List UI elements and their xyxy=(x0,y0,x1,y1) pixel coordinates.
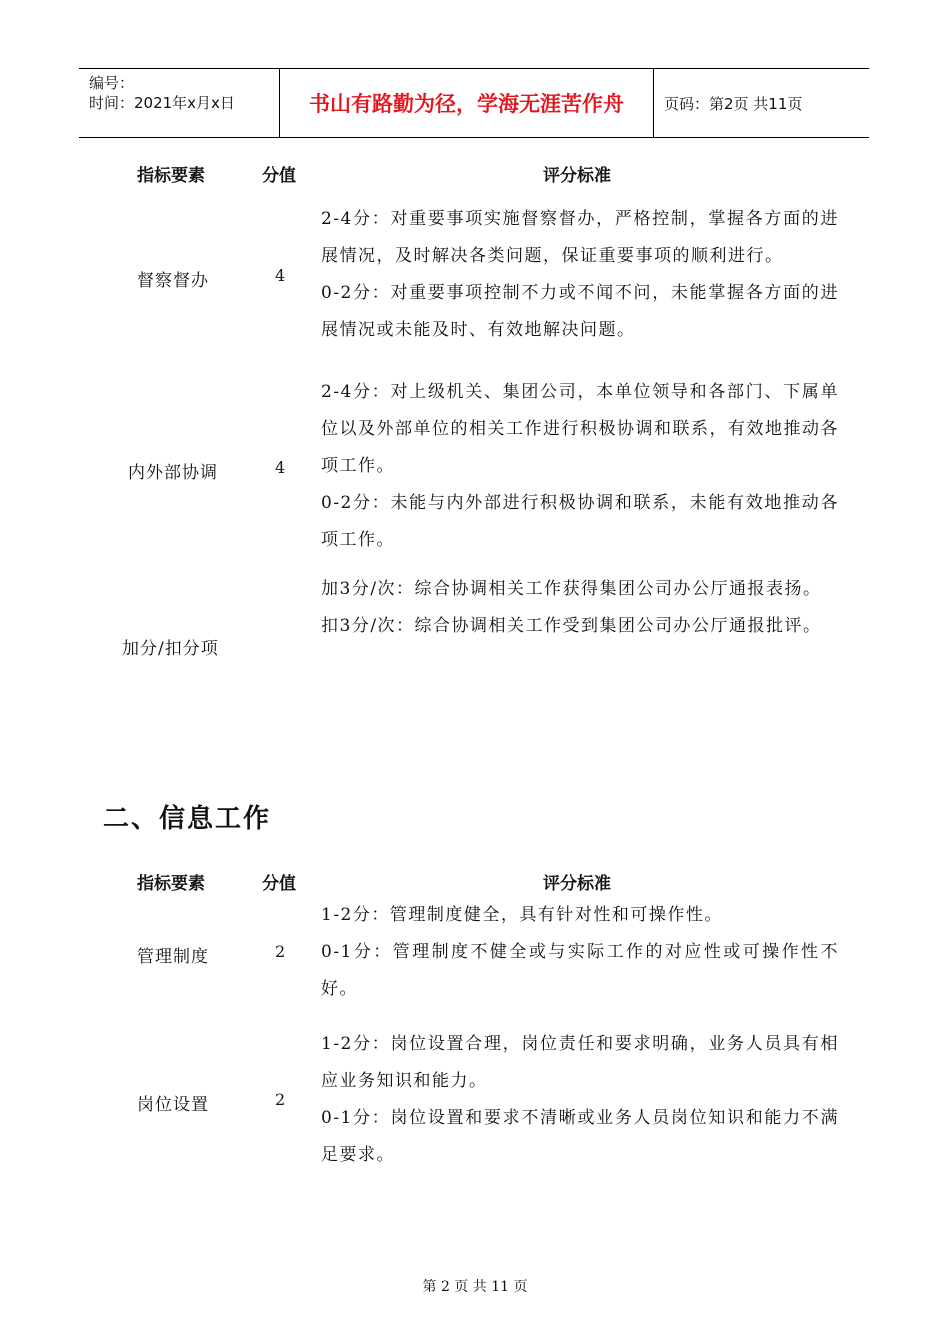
time-label: 时间：2021年x月x日 xyxy=(89,94,235,112)
table1-row2-name: 内外部协调 xyxy=(128,463,218,483)
criteria-line: 1-2分：岗位设置合理，岗位责任和要求明确，业务人员具有相应业务知识和能力。 xyxy=(321,1034,839,1091)
criteria-line: 0-2分：未能与内外部进行积极协调和联系，未能有效地推动各项工作。 xyxy=(321,493,839,550)
criteria-line: 0-1分：管理制度不健全或与实际工作的对应性或可操作性不好。 xyxy=(321,942,839,999)
header-motto: 书山有路勤为径，学海无涯苦作舟 xyxy=(280,69,654,137)
table1-col-score: 分值 xyxy=(262,166,296,186)
criteria-line: 加3分/次：综合协调相关工作获得集团公司办公厅通报表扬。 xyxy=(321,579,822,599)
table2-col-score: 分值 xyxy=(262,874,296,894)
table2-row1-criteria xyxy=(321,897,839,1008)
table1-col-name: 指标要素 xyxy=(137,166,205,186)
page-footer: 第 2 页 共 11 页 xyxy=(422,1279,528,1295)
table2-col-name: 指标要素 xyxy=(137,874,205,894)
table1-row3-criteria xyxy=(321,571,839,645)
header-page-info: 页码：第2页 共11页 xyxy=(664,94,803,113)
table2-col-criteria: 评分标准 xyxy=(543,874,611,894)
table2-row2-score: 2 xyxy=(275,1090,286,1109)
section-title: 二、信息工作 xyxy=(103,804,272,834)
table1-row2-criteria xyxy=(321,374,839,559)
table2-row1-name: 管理制度 xyxy=(137,947,209,967)
header-meta xyxy=(79,69,280,137)
criteria-line: 2-4分：对重要事项实施督察督办，严格控制，掌握各方面的进展情况，及时解决各类问题，保证重要事项的顺利进行。 xyxy=(321,209,839,266)
criteria-line: 扣3分/次：综合协调相关工作受到集团公司办公厅通报批评。 xyxy=(321,616,822,636)
criteria-line: 1-2分：管理制度健全，具有针对性和可操作性。 xyxy=(321,905,723,925)
table1-row2-score: 4 xyxy=(275,458,286,477)
table1-col-criteria: 评分标准 xyxy=(543,166,611,186)
table2-row2-criteria xyxy=(321,1026,839,1174)
criteria-line: 0-2分：对重要事项控制不力或不闻不问，未能掌握各方面的进展情况或未能及时、有效地解决问题。 xyxy=(321,283,839,340)
table1-row1-score: 4 xyxy=(275,266,286,285)
document-header xyxy=(79,68,869,138)
table2-row1-score: 2 xyxy=(275,942,286,961)
number-label: 编号： xyxy=(89,74,135,92)
table1-row1-name: 督察督办 xyxy=(137,271,209,291)
table2-row2-name: 岗位设置 xyxy=(137,1095,209,1115)
table1-row1-criteria xyxy=(321,201,839,349)
criteria-line: 0-1分：岗位设置和要求不清晰或业务人员岗位知识和能力不满足要求。 xyxy=(321,1108,839,1165)
criteria-line: 2-4分：对上级机关、集团公司，本单位领导和各部门、下属单位以及外部单位的相关工作进行积极协调和联系，有效地推动各项工作。 xyxy=(321,382,839,476)
table1-row3-name: 加分/扣分项 xyxy=(122,639,219,659)
